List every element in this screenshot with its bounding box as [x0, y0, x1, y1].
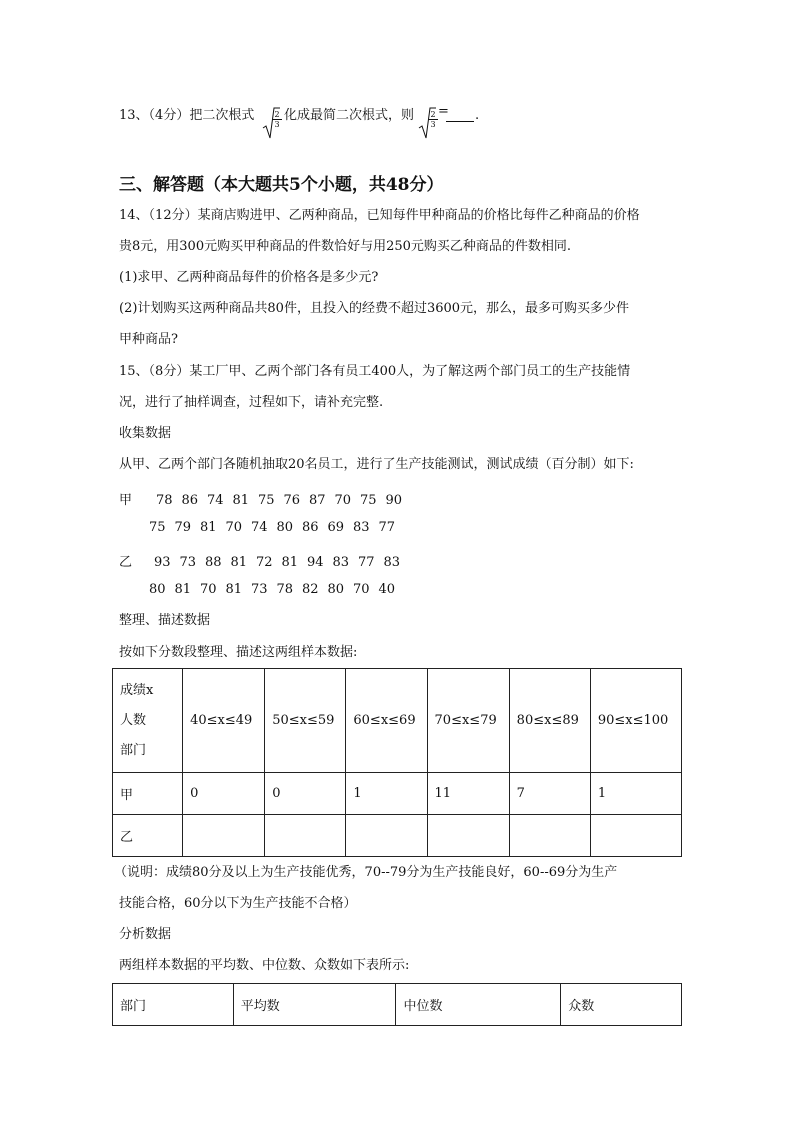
range-header: 40≤x≤49 — [183, 669, 265, 773]
table-header-cell: 众数 — [561, 984, 682, 1026]
table-cell-empty — [590, 815, 681, 857]
row-label-b: 乙 — [113, 815, 183, 857]
score-cell: 79 — [174, 520, 192, 535]
table-cell: 1 — [590, 773, 681, 815]
score-cell: 83 — [353, 520, 370, 535]
q13-middle: 化成最简二次根式，则 — [284, 108, 415, 123]
score-distribution-table — [112, 668, 682, 857]
table-cell: 0 — [265, 773, 346, 815]
table-cell-empty — [509, 815, 590, 857]
score-cell: 77 — [358, 555, 375, 570]
q13-text — [119, 108, 254, 124]
section-title: 三、解答题（本大题共5个小题，共48分） — [119, 175, 444, 195]
scores-b-row2 — [149, 582, 404, 597]
score-cell: 81 — [281, 555, 299, 570]
table-cell-empty — [427, 815, 509, 857]
score-cell: 87 — [309, 493, 326, 508]
collect-heading: 收集数据 — [119, 426, 172, 441]
score-cell: 73 — [251, 582, 268, 597]
score-cell: 74 — [207, 493, 224, 508]
score-cell: 94 — [307, 555, 324, 570]
score-cell: 75 — [258, 493, 275, 508]
range-header: 90≤x≤100 — [590, 669, 681, 773]
score-cell: 70 — [200, 582, 217, 597]
q14-line1: 14、（12分）某商店购进甲、乙两种商品，已知每件甲种商品的价格比每件乙种商品的价格 — [119, 208, 640, 223]
organize-desc: 按如下分数段整理、描述这两组样本数据: — [119, 645, 358, 660]
range-header: 50≤x≤59 — [265, 669, 346, 773]
score-cell: 69 — [327, 520, 345, 535]
score-cell: 75 — [149, 520, 166, 535]
dept-b-label: 乙 — [119, 555, 133, 570]
score-cell: 78 — [276, 582, 294, 597]
score-cell: 90 — [385, 493, 403, 508]
table-row — [113, 984, 682, 1026]
range-header: 80≤x≤89 — [509, 669, 590, 773]
q14-line2: 贵8元，用300元购买甲种商品的件数恰好与用250元购买乙种商品的件数相同. — [119, 239, 572, 254]
score-cell: 78 — [156, 493, 173, 508]
range-header: 60≤x≤69 — [346, 669, 427, 773]
score-cell: 86 — [181, 493, 199, 508]
table-row — [113, 815, 682, 857]
note-line2: 技能合格，60分以下为生产技能不合格） — [119, 896, 357, 911]
score-cell: 81 — [230, 555, 248, 570]
score-cell: 80 — [327, 582, 345, 597]
table-header-cell: 平均数 — [233, 984, 396, 1026]
table-cell-empty — [346, 815, 427, 857]
q13-equals: = — [438, 104, 449, 119]
fraction-numerator: 2 — [274, 110, 280, 119]
scores-a-row1 — [119, 489, 411, 508]
table-cell: 11 — [427, 773, 509, 815]
table-row — [113, 773, 682, 815]
q15-line2: 况，进行了抽样调查，过程如下，请补充完整. — [119, 395, 384, 410]
scores-b-row1 — [119, 551, 409, 570]
score-cell: 77 — [378, 520, 396, 535]
fraction-denominator: 3 — [428, 119, 438, 129]
score-cell: 81 — [225, 582, 243, 597]
score-cell: 82 — [302, 582, 319, 597]
table-cell: 7 — [509, 773, 590, 815]
radical-fraction-2 — [428, 110, 438, 129]
q15-line1: 15、（8分）某工厂甲、乙两个部门各有员工400人，为了解这两个部门员工的生产技能情 — [119, 364, 631, 379]
table-cell-empty — [265, 815, 346, 857]
score-cell: 81 — [174, 582, 192, 597]
score-cell: 72 — [256, 555, 273, 570]
table-cell-empty — [183, 815, 265, 857]
score-cell: 93 — [154, 555, 171, 570]
answer-blank — [446, 121, 474, 122]
score-cell: 73 — [179, 555, 197, 570]
score-cell: 80 — [276, 520, 294, 535]
dept-a-label: 甲 — [119, 493, 133, 508]
fraction-denominator: 3 — [272, 119, 282, 129]
score-cell: 80 — [149, 582, 166, 597]
header-line-score: 成绩x — [120, 682, 154, 698]
header-line-dept: 部门 — [120, 742, 147, 758]
table-cell: 0 — [183, 773, 265, 815]
analyze-desc: 两组样本数据的平均数、中位数、众数如下表所示: — [119, 958, 410, 973]
collect-desc: 从甲、乙两个部门各随机抽取20名员工，进行了生产技能测试，测试成绩（百分制）如下: — [119, 457, 634, 472]
q14-part1: (1)求甲、乙两种商品每件的价格各是多少元? — [119, 270, 379, 285]
note-line1: （说明：成绩80分及以上为生产技能优秀，70--79分为生产技能良好，60--69分为生产 — [114, 865, 618, 880]
fraction-numerator: 2 — [430, 110, 436, 119]
range-header: 70≤x≤79 — [427, 669, 509, 773]
score-cell: 75 — [360, 493, 377, 508]
statistics-table — [112, 983, 682, 1026]
q13-prefix: 13、（4分）把二次根式 — [119, 108, 255, 123]
scores-a-row2 — [149, 520, 404, 535]
score-cell: 81 — [232, 493, 250, 508]
table-header-cell: 中位数 — [396, 984, 561, 1026]
score-cell: 88 — [205, 555, 222, 570]
analyze-heading: 分析数据 — [119, 927, 172, 942]
score-cell: 40 — [378, 582, 396, 597]
q14-part2b: 甲种商品? — [119, 332, 178, 347]
table-cell: 1 — [346, 773, 427, 815]
score-cell: 86 — [302, 520, 319, 535]
score-cell: 74 — [251, 520, 268, 535]
table-row — [113, 669, 682, 773]
organize-heading: 整理、描述数据 — [119, 613, 211, 628]
score-cell: 70 — [225, 520, 243, 535]
score-cell: 76 — [283, 493, 301, 508]
score-cell: 83 — [383, 555, 401, 570]
header-line-count: 人数 — [120, 712, 147, 728]
score-cell: 70 — [353, 582, 370, 597]
table-corner-header — [113, 669, 183, 773]
score-cell: 70 — [334, 493, 352, 508]
q14-part2a: (2)计划购买这两种商品共80件，且投入的经费不超过3600元，那么，最多可购买多少件 — [119, 301, 630, 316]
q13-end: . — [475, 108, 480, 123]
score-cell: 81 — [200, 520, 217, 535]
radical-fraction-1 — [272, 110, 282, 129]
score-cell: 83 — [332, 555, 350, 570]
table-header-cell: 部门 — [113, 984, 234, 1026]
row-label-a: 甲 — [113, 773, 183, 815]
